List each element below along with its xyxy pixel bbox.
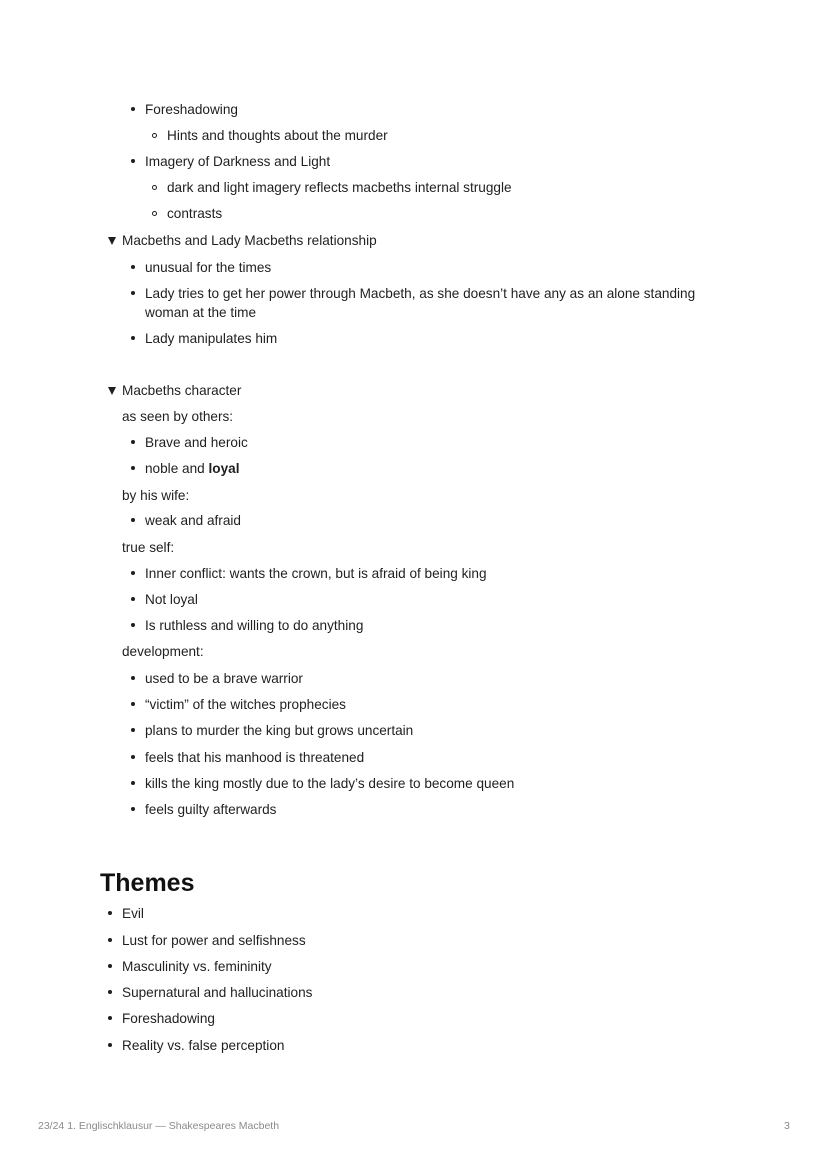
bullet: [131, 440, 135, 444]
list-item: Not loyal: [145, 592, 198, 607]
list-item: used to be a brave warrior: [145, 671, 303, 686]
list-item: unusual for the times: [145, 260, 272, 275]
sub-label: by his wife:: [122, 488, 190, 503]
bullet: [131, 466, 135, 470]
list-item: “victim” of the witches prophecies: [145, 697, 346, 712]
list-item: dark and light imagery reflects macbeths internal struggle: [167, 180, 512, 195]
bullet: [131, 807, 135, 811]
list-item: Is ruthless and willing to do anything: [145, 618, 364, 633]
section-heading: Themes: [100, 869, 195, 897]
list-item: Reality vs. false perception: [122, 1038, 285, 1053]
list-item: feels guilty afterwards: [145, 802, 277, 817]
list-item: plans to murder the king but grows uncertain: [145, 723, 414, 738]
toggle-expanded-icon[interactable]: [108, 387, 116, 395]
bullet: [131, 781, 135, 785]
list-item: weak and afraid: [145, 513, 241, 528]
bullet: [131, 623, 135, 627]
bullet: [131, 728, 135, 732]
list-item: Lady tries to get her power through Macbeth, as she doesn’t have any as an alone standing woman at the time: [145, 286, 696, 320]
bullet: [108, 1043, 112, 1047]
bullet: [131, 518, 135, 522]
list-item: Foreshadowing: [122, 1011, 215, 1026]
list-item: kills the king mostly due to the lady’s desire to become queen: [145, 776, 515, 791]
bullet: [131, 265, 135, 269]
bullet: [131, 676, 135, 680]
list-item: feels that his manhood is threatened: [145, 750, 365, 765]
toggle-character-title[interactable]: Macbeths character: [122, 383, 242, 398]
bullet: [131, 159, 135, 163]
sub-label: as seen by others:: [122, 409, 234, 424]
bullet: [108, 964, 112, 968]
bullet: [131, 336, 135, 340]
sub-bullet: [152, 185, 157, 190]
list-item: Imagery of Darkness and Light: [145, 154, 331, 169]
list-item: Brave and heroic: [145, 435, 248, 450]
list-item: Lady manipulates him: [145, 331, 278, 346]
list-item: Masculinity vs. femininity: [122, 959, 272, 974]
list-item: Inner conflict: wants the crown, but is afraid of being king: [145, 566, 487, 581]
sub-bullet: [152, 211, 157, 216]
bullet: [108, 1016, 112, 1020]
noble-text: noble and: [145, 461, 209, 476]
bullet: [131, 702, 135, 706]
bullet: [108, 938, 112, 942]
list-item: Supernatural and hallucinations: [122, 985, 313, 1000]
list-item: Hints and thoughts about the murder: [167, 128, 388, 143]
bullet: [131, 597, 135, 601]
bullet: [131, 571, 135, 575]
list-item: Lust for power and selfishness: [122, 933, 306, 948]
bullet: [108, 911, 112, 915]
list-item: contrasts: [167, 206, 223, 221]
sub-bullet: [152, 133, 157, 138]
footer-title: 23/24 1. Englischklausur — Shakespeares Macbeth: [38, 1120, 280, 1132]
page-number: 3: [784, 1120, 790, 1132]
sub-label: development:: [122, 644, 204, 659]
bullet: [108, 990, 112, 994]
list-item: [145, 459, 239, 478]
list-item: Evil: [122, 906, 144, 921]
list-item: Foreshadowing: [145, 102, 238, 117]
bullet: [131, 107, 135, 111]
toggle-relationship-title[interactable]: Macbeths and Lady Macbeths relationship: [122, 233, 377, 248]
sub-label: true self:: [122, 540, 175, 555]
toggle-expanded-icon[interactable]: [108, 237, 116, 245]
loyal-bold-text: loyal: [208, 461, 240, 476]
bullet: [131, 291, 135, 295]
bullet: [131, 755, 135, 759]
